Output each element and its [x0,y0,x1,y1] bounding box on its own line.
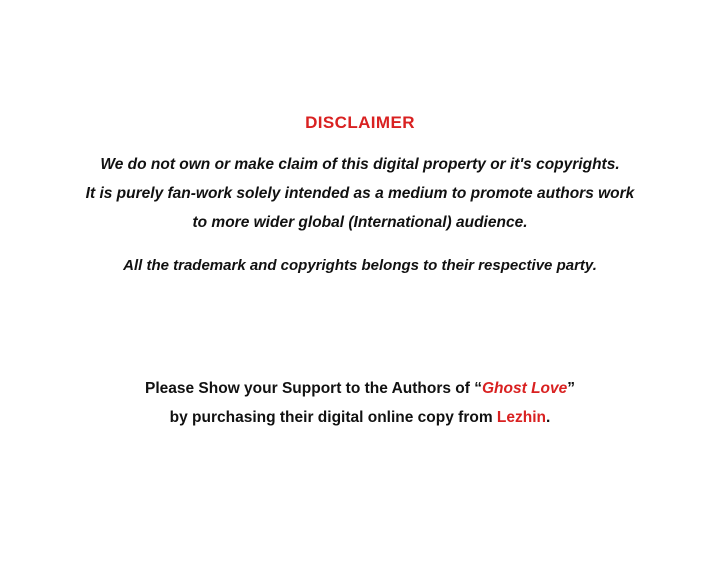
support-line-2-suffix: . [546,409,551,426]
support-line-1-prefix: Please Show your Support to the Authors of [144,380,475,397]
platform-name: Lezhin [496,409,547,426]
support-line-1 [0,374,720,403]
disclaimer-body-line-3: to more wider global (International) audience. [192,214,528,231]
open-quote: “ [474,380,482,397]
support-block [0,374,720,432]
trademark-notice: All the trademark and copyrights belongs to their respective party. [123,257,597,274]
support-line-2 [0,403,720,432]
close-quote: ” [567,380,575,397]
disclaimer-body-line-2: It is purely fan-work solely intended as a medium to promote authors work [85,185,635,202]
disclaimer-body-line-1: We do not own or make claim of this digital property or it's copyrights. [100,156,620,173]
work-title: Ghost Love [481,380,568,397]
support-line-2-prefix: by purchasing their digital online copy from [169,409,497,426]
disclaimer-body [0,150,720,237]
page-title: DISCLAIMER [305,113,415,132]
